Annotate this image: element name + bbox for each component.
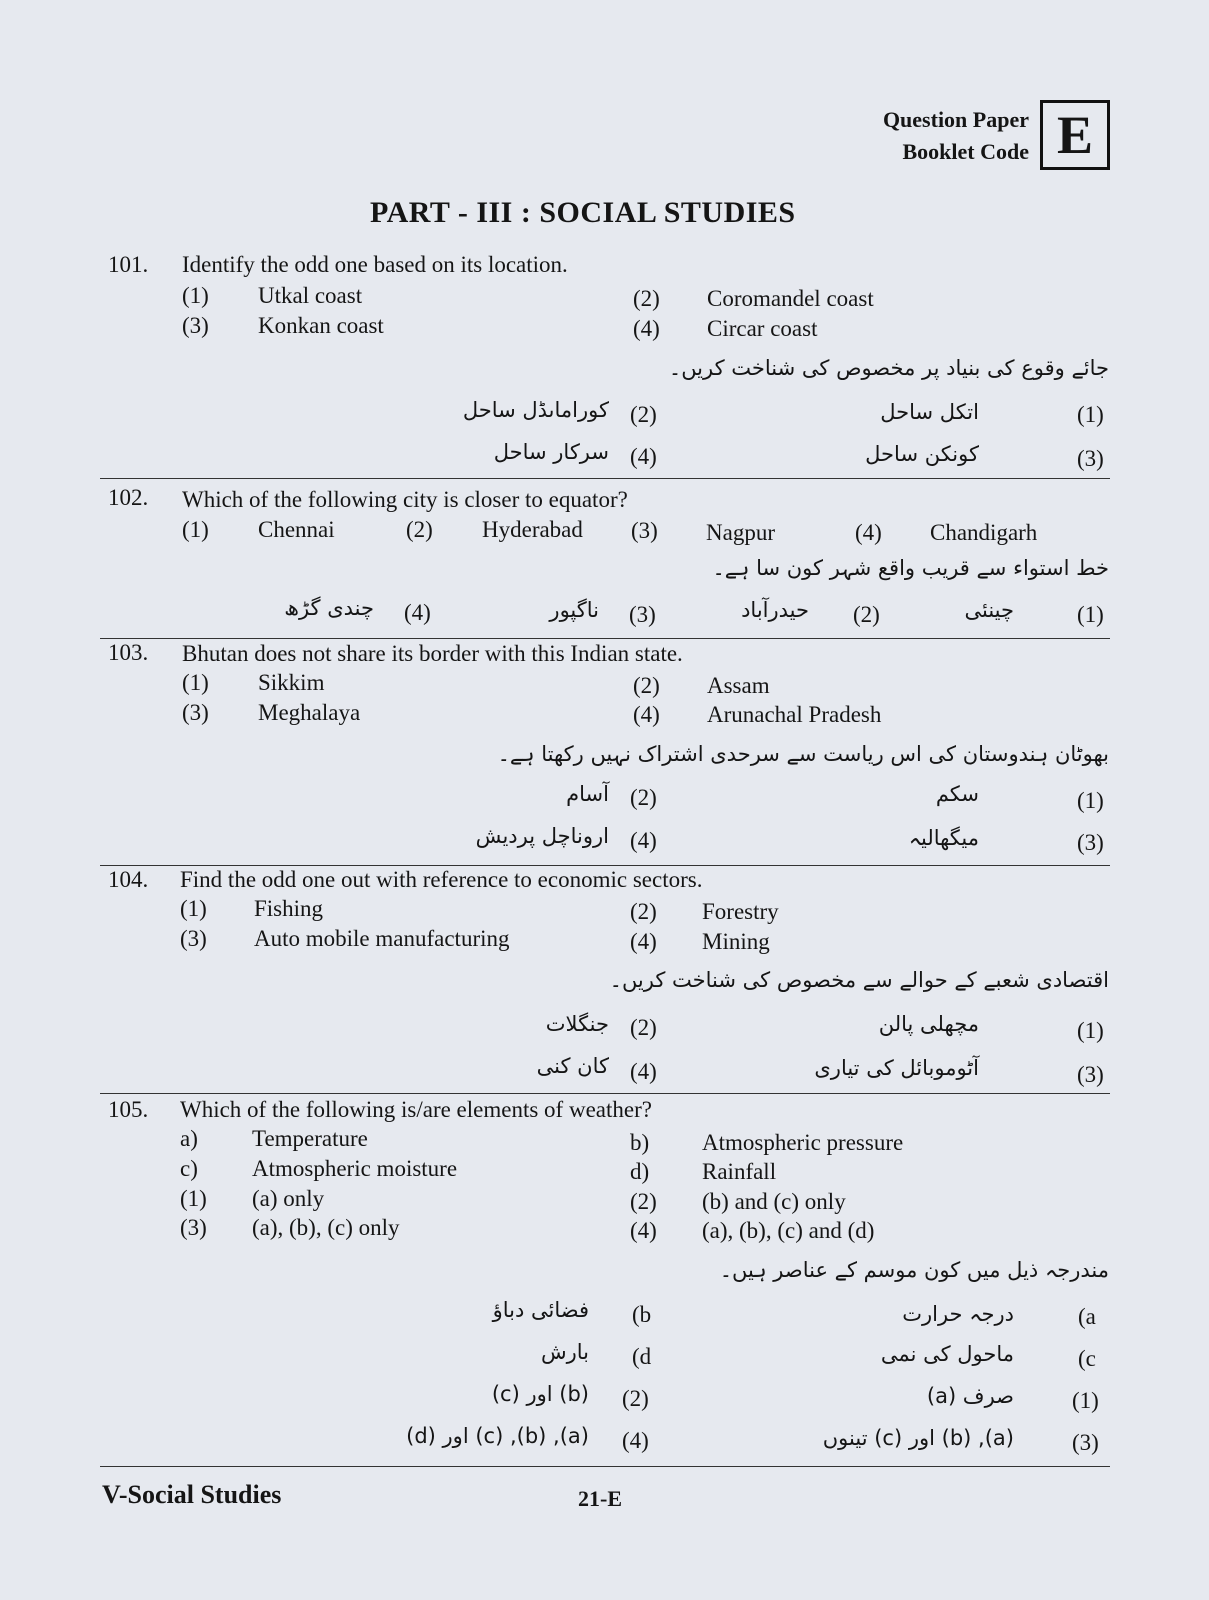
- q104-ur-opt1-num: (1): [1077, 1018, 1104, 1043]
- q103-ur-opt4: اروناچل پردیش: [475, 824, 609, 848]
- q104-number: 104.: [108, 867, 149, 892]
- q105-opt3-num: (3): [180, 1215, 207, 1240]
- q102-ur-opt3: ناگپور: [549, 598, 599, 622]
- q102-opt2-num: (2): [406, 517, 433, 542]
- q102-number: 102.: [108, 485, 149, 510]
- q104-opt3-num: (3): [180, 926, 207, 951]
- q101-opt2: Coromandel coast: [707, 286, 874, 311]
- q104-opt3: Auto mobile manufacturing: [254, 926, 510, 951]
- page-title: PART - III : SOCIAL STUDIES: [370, 196, 796, 229]
- q101-ur-opt3-num: (3): [1077, 446, 1104, 471]
- q104-ur-opt4: کان کنی: [536, 1054, 609, 1078]
- q105-number: 105.: [108, 1097, 149, 1122]
- q103-opt1-num: (1): [182, 670, 209, 695]
- q102-opt1-num: (1): [182, 517, 209, 542]
- q104-ur-opt3-num: (3): [1077, 1062, 1104, 1087]
- q103-opt2-num: (2): [633, 673, 660, 698]
- booklet-code-letter: E: [1056, 105, 1094, 165]
- booklet-code-label: [883, 104, 1029, 168]
- q104-ur-opt1: مچھلی پالن: [878, 1012, 979, 1036]
- q104-urdu-question: اقتصادی شعبے کے حوالے سے مخصوص کی شناخت کریں۔: [609, 968, 1109, 992]
- q105-ur-opt1: صرف (a): [926, 1384, 1014, 1408]
- q101-ur-opt4-num: (4): [630, 444, 657, 469]
- q102-ur-opt1-num: (1): [1077, 602, 1104, 627]
- q103-ur-opt1: سکم: [935, 782, 979, 806]
- q105-item-d: Rainfall: [702, 1159, 777, 1184]
- q103-number: 103.: [108, 640, 149, 665]
- q103-opt4: Arunachal Pradesh: [707, 702, 882, 727]
- q101-divider: [100, 478, 1110, 479]
- footer-subject: V-Social Studies: [102, 1480, 282, 1509]
- q105-opt4-num: (4): [630, 1218, 657, 1243]
- q105-item-b: Atmospheric pressure: [702, 1130, 904, 1155]
- q105-item-b-label: b): [630, 1130, 650, 1155]
- q105-opt2-num: (2): [630, 1189, 657, 1214]
- q105-ur-opt4: (a), (b), (c) اور (d): [406, 1424, 589, 1448]
- q103-opt2: Assam: [707, 673, 770, 698]
- booklet-code-line2: Booklet Code: [902, 139, 1029, 164]
- q103-ur-opt2: آسام: [566, 782, 609, 806]
- q101-opt4: Circar coast: [707, 316, 818, 341]
- q102-text: Which of the following city is closer to equator?: [182, 487, 628, 512]
- q105-ur-item-d: بارش: [540, 1340, 589, 1364]
- q104-divider: [100, 1093, 1110, 1094]
- q105-ur-item-c: ماحول کی نمی: [880, 1342, 1014, 1366]
- q102-divider: [100, 638, 1110, 639]
- q101-number: 101.: [108, 252, 149, 277]
- q105-ur-item-b: فضائی دباؤ: [492, 1298, 589, 1322]
- q104-text: Find the odd one out with reference to economic sectors.: [180, 867, 703, 892]
- q105-opt1-num: (1): [180, 1186, 207, 1211]
- q103-opt1: Sikkim: [258, 670, 325, 695]
- q102-urdu-question: خط استواء سے قریب واقع شہر کون سا ہے۔: [712, 556, 1109, 580]
- page-number: 21-E: [578, 1486, 622, 1511]
- q102-ur-opt1: چینئی: [964, 598, 1014, 622]
- q104-ur-opt2-num: (2): [630, 1015, 657, 1040]
- q102-ur-opt3-num: (3): [629, 602, 656, 627]
- footer-divider: [100, 1466, 1110, 1467]
- q102-ur-opt4: چندی گڑھ: [284, 596, 374, 620]
- q105-opt1: (a) only: [252, 1186, 325, 1211]
- q105-opt4: (a), (b), (c) and (d): [702, 1218, 875, 1243]
- booklet-code-box: [1040, 100, 1110, 170]
- q102-ur-opt2: حیدرآباد: [741, 598, 809, 622]
- q103-ur-opt1-num: (1): [1077, 788, 1104, 813]
- q101-opt2-num: (2): [633, 286, 660, 311]
- q102-ur-opt4-num: (4): [404, 600, 431, 625]
- q101-ur-opt1-num: (1): [1077, 402, 1104, 427]
- q102-ur-opt2-num: (2): [853, 602, 880, 627]
- q103-text: Bhutan does not share its border with this Indian state.: [182, 641, 683, 666]
- q105-ur-opt4-num: (4): [622, 1428, 649, 1453]
- q103-ur-opt4-num: (4): [630, 828, 657, 853]
- q105-text: Which of the following is/are elements of weather?: [180, 1097, 652, 1122]
- q105-ur-item-a-label: (a: [1078, 1304, 1096, 1329]
- q104-opt4: Mining: [702, 929, 770, 954]
- q105-item-c: Atmospheric moisture: [252, 1156, 458, 1181]
- q104-ur-opt4-num: (4): [630, 1059, 657, 1084]
- q101-opt4-num: (4): [633, 316, 660, 341]
- q101-ur-opt4: سرکار ساحل: [493, 440, 609, 464]
- q105-ur-item-b-label: (b: [632, 1302, 652, 1327]
- q105-urdu-question: مندرجہ ذیل میں کون موسم کے عناصر ہیں۔: [719, 1258, 1109, 1282]
- q103-opt3: Meghalaya: [258, 700, 361, 725]
- q102-opt2: Hyderabad: [482, 517, 583, 542]
- q102-opt3: Nagpur: [706, 520, 775, 545]
- q101-opt1-num: (1): [182, 283, 209, 308]
- q104-opt2-num: (2): [630, 899, 657, 924]
- q105-ur-opt3-num: (3): [1072, 1430, 1099, 1455]
- q105-ur-item-a: درجہ حرارت: [902, 1302, 1014, 1326]
- q104-opt4-num: (4): [630, 929, 657, 954]
- q102-opt4: Chandigarh: [930, 520, 1038, 545]
- q104-opt1: Fishing: [254, 896, 324, 921]
- q103-ur-opt2-num: (2): [630, 785, 657, 810]
- booklet-code-line1: Question Paper: [882, 107, 1029, 132]
- q105-item-a: Temperature: [252, 1126, 368, 1151]
- q103-divider: [100, 865, 1110, 866]
- q105-item-a-label: a): [180, 1126, 198, 1151]
- q101-opt1: Utkal coast: [258, 283, 363, 308]
- q102-opt1: Chennai: [258, 517, 335, 542]
- q104-opt2: Forestry: [702, 899, 779, 924]
- q102-opt4-num: (4): [855, 520, 882, 545]
- q101-opt3-num: (3): [182, 313, 209, 338]
- q103-ur-opt3: میگھالیہ: [908, 826, 979, 850]
- q103-opt4-num: (4): [633, 702, 660, 727]
- q105-ur-opt1-num: (1): [1072, 1388, 1099, 1413]
- q102-opt3-num: (3): [631, 518, 658, 543]
- q105-item-d-label: d): [630, 1159, 650, 1184]
- q103-opt3-num: (3): [182, 700, 209, 725]
- q105-ur-item-d-label: (d: [632, 1344, 652, 1369]
- q105-ur-opt2-num: (2): [622, 1386, 649, 1411]
- q104-ur-opt3: آٹوموبائل کی تیاری: [814, 1056, 979, 1080]
- q105-opt3: (a), (b), (c) only: [252, 1215, 400, 1240]
- q104-ur-opt2: جنگلات: [545, 1012, 609, 1036]
- q101-ur-opt3: کونکن ساحل: [865, 442, 979, 466]
- q105-opt2: (b) and (c) only: [702, 1189, 846, 1214]
- q105-item-c-label: c): [180, 1156, 198, 1181]
- q101-ur-opt2-num: (2): [630, 402, 657, 427]
- q105-ur-opt3: (a), (b) اور (c) تینوں: [822, 1426, 1014, 1450]
- q103-ur-opt3-num: (3): [1077, 830, 1104, 855]
- q101-ur-opt1: اتکل ساحل: [880, 400, 979, 424]
- q103-urdu-question: بھوٹان ہندوستان کی اس ریاست سے سرحدی اشتراک نہیں رکھتا ہے۔: [497, 742, 1109, 766]
- q101-ur-opt2: کوراماںڈل ساحل: [462, 398, 609, 422]
- q101-opt3: Konkan coast: [258, 313, 384, 338]
- q105-ur-opt2: (b) اور (c): [491, 1382, 589, 1406]
- q101-text: Identify the odd one based on its location.: [182, 252, 568, 277]
- q104-opt1-num: (1): [180, 896, 207, 921]
- q101-urdu-question: جائے وقوع کی بنیاد پر مخصوص کی شناخت کریں۔: [668, 356, 1109, 380]
- q105-ur-item-c-label: (c: [1078, 1346, 1096, 1371]
